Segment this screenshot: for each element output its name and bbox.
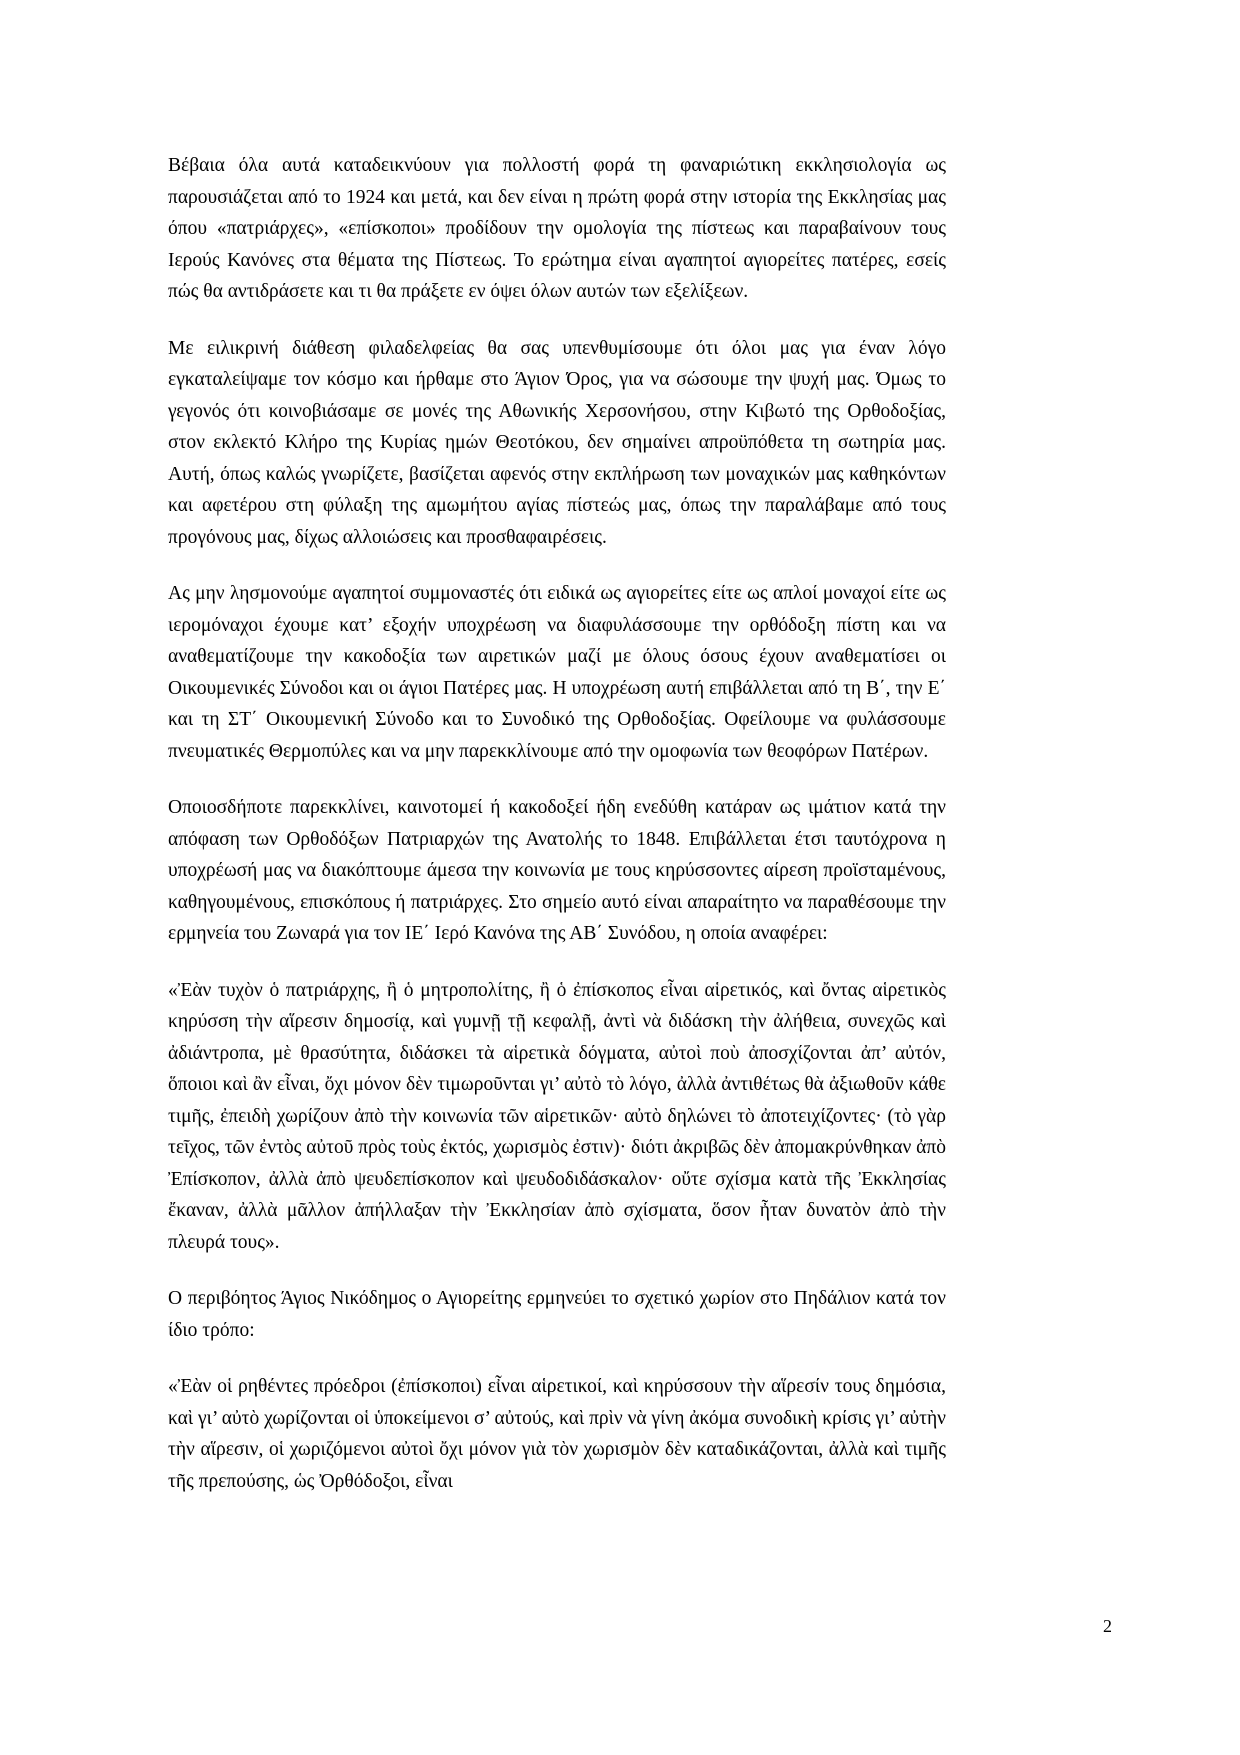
paragraph: Οποιοσδήποτε παρεκκλίνει, καινοτομεί ή κακοδοξεί ήδη ενεδύθη κατάραν ως ιμάτιον κατά την απόφαση των Ορθοδόξων Πατριαρχών της Ανατολής το 1848. Επιβάλλεται έτσι ταυτόχρονα η υποχρέωσή μας να διακόπτουμε άμεσα την κοινωνία με τους κηρύσσοντες αίρεση προϊσταμένους, καθηγουμένους, επισκόπους ή πατριάρχες. Στο σημείο αυτό είναι απαραίτητο να παραθέσουμε την ερμηνεία του Ζωναρά για τον ΙΕ΄ Ιερό Κανόνα της ΑΒ΄ Συνόδου, η οποία αναφέρει: xyxy=(168,797,946,944)
paragraph: Ο περιβόητος Άγιος Νικόδημος ο Αγιορείτης ερμηνεύει το σχετικό χωρίον στο Πηδάλιον κατά τον ίδιο τρόπο: xyxy=(168,1288,946,1341)
page-content xyxy=(168,150,946,1522)
paragraph: Με ειλικρινή διάθεση φιλαδελφείας θα σας υπενθυμίσουμε ότι όλοι μας για έναν λόγο εγκαταλείψαμε τον κόσμο και ήρθαμε στο Άγιον Όρος, για να σώσουμε την ψυχή μας. Όμως το γεγονός ότι κοινοβιάσαμε σε μονές της Αθωνικής Χερσονήσου, στην Κιβωτό της Ορθοδοξίας, στον εκλεκτό Κλήρο της Κυρίας ημών Θεοτόκου, δεν σημαίνει απροϋπόθετα τη σωτηρία μας. Αυτή, όπως καλώς γνωρίζετε, βασίζεται αφενός στην εκπλήρωση των μοναχικών μας καθηκόντων και αφετέρου στη φύλαξη της αμωμήτου αγίας πίστεώς μας, όπως την παραλάβαμε από τους προγόνους μας, δίχως αλλοιώσεις και προσθαφαιρέσεις. xyxy=(168,337,946,548)
paragraph: Ας μην λησμονούμε αγαπητοί συμμοναστές ότι ειδικά ως αγιορείτες είτε ως απλοί μοναχοί είτε ως ιερομόναχοι έχουμε κατ’ εξοχήν υποχρέωση να διαφυλάσσουμε την ορθόδοξη πίστη και να αναθεματίζουμε την κακοδοξία των αιρετικών μαζί με όλους όσους έχουν αναθεματίσει οι Οικουμενικές Σύνοδοι και οι άγιοι Πατέρες μας. Η υποχρέωση αυτή επιβάλλεται από τη Β΄, την Ε΄ και τη ΣΤ΄ Οικουμενική Σύνοδο και το Συνοδικό της Ορθοδοξίας. Οφείλουμε να φυλάσσουμε πνευματικές Θερμοπύλες και να μην παρεκκλίνουμε από την ομοφωνία των θεοφόρων Πατέρων. xyxy=(168,583,946,762)
page-number: 2 xyxy=(1103,1616,1112,1636)
quotation-paragraph: «Ἐὰν τυχὸν ὁ πατριάρχης, ἢ ὁ μητροπολίτης, ἢ ὁ ἐπίσκοπος εἶναι αἱρετικός, καὶ ὄντας αἱρετικὸς κηρύσση τὴν αἵρεσιν δημοσίᾳ, καὶ γυμνῇ τῇ κεφαλῇ, ἀντὶ νὰ διδάσκη τὴν ἀλήθεια, συνεχῶς καὶ ἀδιάντροπα, μὲ θρασύτητα, διδάσκει τὰ αἱρετικὰ δόγματα, αὐτοὶ ποὺ ἀποσχίζονται ἀπ’ αὐτόν, ὅποιοι καὶ ἂν εἶναι, ὄχι μόνον δὲν τιμωροῦνται γι’ αὐτὸ τὸ λόγο, ἀλλὰ ἀντιθέτως θὰ ἀξιωθοῦν κάθε τιμῆς, ἐπειδὴ χωρίζουν ἀπὸ τὴν κοινωνία τῶν αἱρετικῶν· αὐτὸ δηλώνει τὸ ἀποτειχίζοντες· (τὸ γὰρ τεῖχος, τῶν ἐντὸς αὐτοῦ πρὸς τοὺς ἐκτός, χωρισμὸς ἐστιν)· διότι ἀκριβῶς δὲν ἀπομακρύνθηκαν ἀπὸ Ἐπίσκοπον, ἀλλὰ ἀπὸ ψευδεπίσκοπον καὶ ψευδοδιδάσκαλον· οὔτε σχίσμα κατὰ τῆς Ἐκκλησίας ἔκαναν, ἀλλὰ μᾶλλον ἀπήλλαξαν τὴν Ἐκκλησίαν ἀπὸ σχίσματα, ὅσον ἦταν δυνατὸν ἀπὸ τὴν πλευρά τους». xyxy=(168,979,946,1253)
quotation-paragraph: «Ἐὰν οἱ ρηθέντες πρόεδροι (ἐπίσκοποι) εἶναι αἱρετικοί, καὶ κηρύσσουν τὴν αἵρεσίν τους δημόσια, καὶ γι’ αὐτὸ χωρίζονται οἱ ὑποκείμενοι σ’ αὐτούς, καὶ πρὶν νὰ γίνη ἀκόμα συνοδικὴ κρίσις γι’ αὐτὴν τὴν αἵρεσιν, οἱ χωριζόμενοι αὐτοὶ ὄχι μόνον γιὰ τὸν χωρισμὸν δὲν καταδικάζονται, ἀλλὰ καὶ τιμῆς τῆς πρεπούσης, ὡς Ὀρθόδοξοι, εἶναι xyxy=(168,1376,946,1492)
paragraph: Βέβαια όλα αυτά καταδεικνύουν για πολλοστή φορά τη φαναριώτικη εκκλησιολογία ως παρουσιάζεται από το 1924 και μετά, και δεν είναι η πρώτη φορά στην ιστορία της Εκκλησίας μας όπου «πατριάρχες», «επίσκοποι» προδίδουν την ομολογία της πίστεως και παραβαίνουν τους Ιερούς Κανόνες στα θέματα της Πίστεως. Το ερώτημα είναι αγαπητοί αγιορείτες πατέρες, εσείς πώς θα αντιδράσετε και τι θα πράξετε εν όψει όλων αυτών των εξελίξεων. xyxy=(168,155,946,302)
